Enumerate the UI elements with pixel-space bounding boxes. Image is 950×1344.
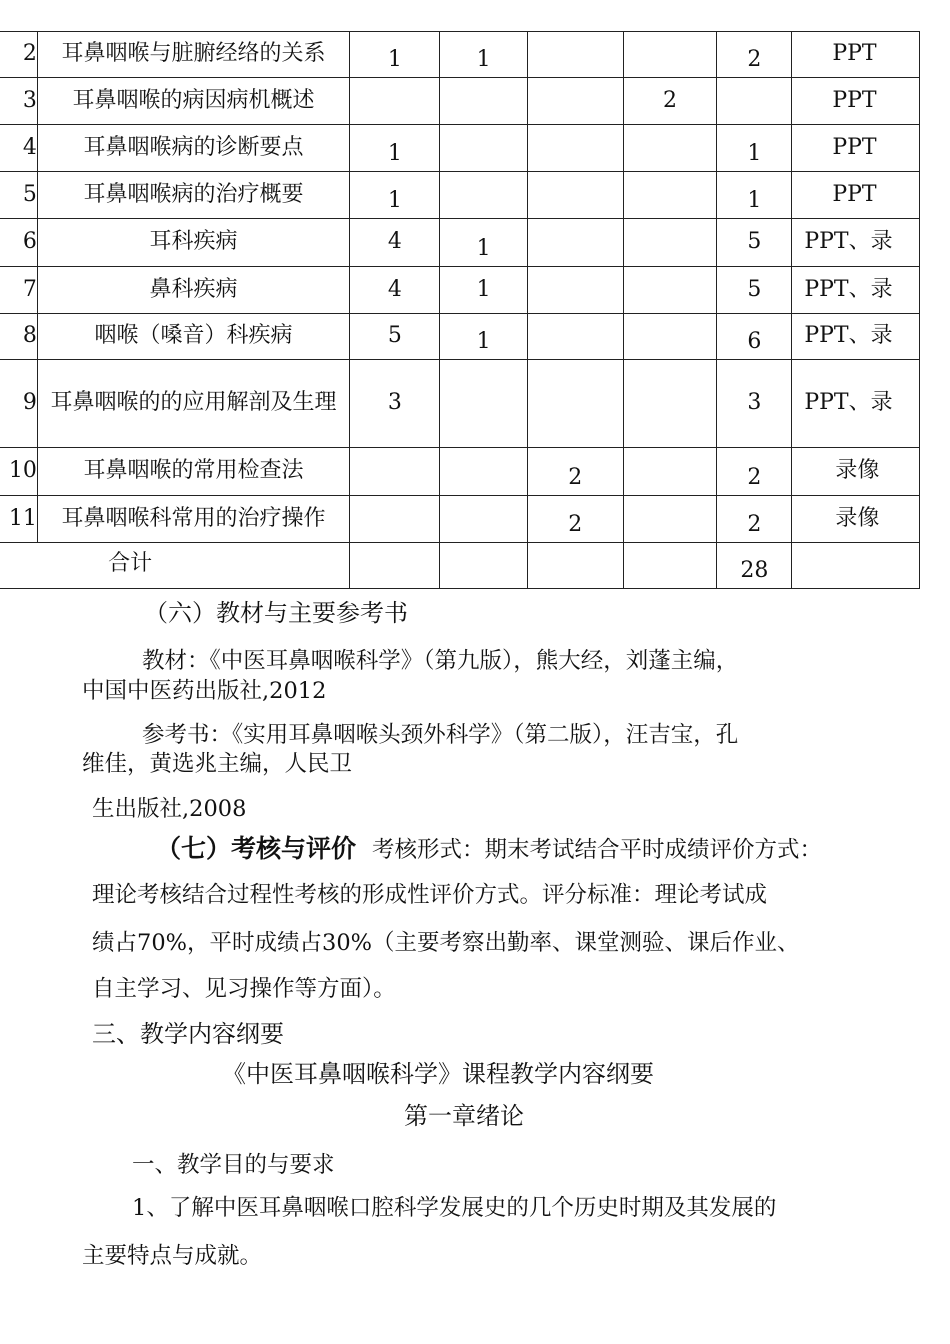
- hours-cell: [623, 219, 717, 267]
- hours-cell: [440, 360, 527, 448]
- hours-cell: 5: [350, 314, 440, 360]
- assessment-line: 自主学习、见习操作等方面）。: [92, 976, 396, 1002]
- hours-cell: [623, 267, 717, 314]
- hours-cell: [440, 78, 527, 125]
- total-hours-cell: 2: [717, 448, 792, 496]
- topic-cell: 咽喉（嗓音）科疾病: [37, 314, 349, 360]
- table-row: [0, 219, 920, 267]
- hours-cell: 1: [350, 172, 440, 219]
- total-hours-cell: 2: [717, 496, 792, 543]
- row-number-cell: 2: [0, 32, 37, 78]
- section6-heading: （六）教材与主要参考书: [144, 599, 408, 627]
- topic-cell: 耳鼻咽喉病的治疗概要: [37, 172, 349, 219]
- hours-cell: 2: [623, 78, 717, 125]
- reference-line: 维佳，黄选兆主编，人民卫: [82, 751, 353, 777]
- hours-cell: [527, 267, 623, 314]
- hours-cell: [527, 78, 623, 125]
- method-cell: PPT: [792, 32, 920, 78]
- hours-cell: [440, 172, 527, 219]
- chapter-title: 第一章绪论: [404, 1102, 524, 1130]
- hours-cell: [623, 314, 717, 360]
- total-hours-cell: 1: [717, 172, 792, 219]
- row-number-cell: 4: [0, 125, 37, 172]
- hours-cell: [350, 448, 440, 496]
- topic-cell: 鼻科疾病: [37, 267, 349, 314]
- total-label-cell: 合计: [0, 543, 350, 589]
- objectives-heading: 一、教学目的与要求: [132, 1152, 335, 1178]
- section7-heading: （七）考核与评价: [156, 834, 357, 863]
- topic-cell: 耳鼻咽喉科常用的治疗操作: [37, 496, 349, 543]
- hours-cell: [623, 448, 717, 496]
- method-cell: PPT、录: [792, 314, 920, 360]
- hours-cell: [527, 172, 623, 219]
- topic-cell: 耳鼻咽喉与脏腑经络的关系: [37, 32, 349, 78]
- table-row: [0, 314, 920, 360]
- method-cell: PPT、录: [792, 360, 920, 448]
- total-hours-cell: 6: [717, 314, 792, 360]
- total-hours-cell: [717, 78, 792, 125]
- hours-cell: 4: [350, 219, 440, 267]
- total-hours-cell: 2: [717, 32, 792, 78]
- row-number-cell: 6: [0, 219, 37, 267]
- empty-cell: [527, 543, 623, 589]
- hours-cell: [623, 360, 717, 448]
- hours-cell: [623, 172, 717, 219]
- hours-cell: [527, 219, 623, 267]
- hours-cell: 3: [350, 360, 440, 448]
- table-total-row: [0, 543, 920, 589]
- assessment-line: 绩占70%，平时成绩占30%（主要考察出勤率、课堂测验、课后作业、: [92, 930, 800, 956]
- table-row: [0, 496, 920, 543]
- hours-cell: [440, 496, 527, 543]
- reference-line: 生出版社,2008: [92, 796, 247, 822]
- topic-cell: 耳鼻咽喉的病因病机概述: [37, 78, 349, 125]
- hours-cell: 1: [440, 314, 527, 360]
- hours-cell: [623, 32, 717, 78]
- empty-cell: [440, 543, 527, 589]
- row-number-cell: 11: [0, 496, 37, 543]
- hours-cell: 4: [350, 267, 440, 314]
- hours-cell: [623, 125, 717, 172]
- method-cell: PPT: [792, 125, 920, 172]
- hours-cell: [527, 125, 623, 172]
- table-row: [0, 32, 920, 78]
- empty-cell: [350, 543, 440, 589]
- topic-cell: 耳科疾病: [37, 219, 349, 267]
- textbook-line: 中国中医药出版社,2012: [82, 678, 327, 704]
- method-cell: PPT、录: [792, 219, 920, 267]
- method-cell: PPT: [792, 172, 920, 219]
- total-hours-cell: 5: [717, 219, 792, 267]
- hours-cell: 2: [527, 496, 623, 543]
- table-row: [0, 267, 920, 314]
- table-row: [0, 78, 920, 125]
- row-number-cell: 3: [0, 78, 37, 125]
- hours-cell: 1: [440, 219, 527, 267]
- teaching-hours-table: [0, 31, 920, 589]
- hours-cell: 1: [440, 267, 527, 314]
- hours-cell: [350, 78, 440, 125]
- method-cell: PPT、录: [792, 267, 920, 314]
- topic-cell: 耳鼻咽喉病的诊断要点: [37, 125, 349, 172]
- hours-cell: 1: [350, 125, 440, 172]
- total-hours-cell: 1: [717, 125, 792, 172]
- grand-total-cell: 28: [717, 543, 792, 589]
- row-number-cell: 7: [0, 267, 37, 314]
- total-hours-cell: 3: [717, 360, 792, 448]
- hours-cell: [440, 448, 527, 496]
- table-row: [0, 448, 920, 496]
- outline-title: 《中医耳鼻咽喉科学》课程教学内容纲要: [222, 1060, 654, 1088]
- row-number-cell: 8: [0, 314, 37, 360]
- part3-heading: 三、教学内容纲要: [92, 1020, 284, 1048]
- textbook-line: 教材：《中医耳鼻咽喉科学》（第九版），熊大经，刘蓬主编，: [142, 648, 739, 674]
- row-number-cell: 10: [0, 448, 37, 496]
- objective-line: 1、了解中医耳鼻咽喉口腔科学发展史的几个历史时期及其发展的: [132, 1195, 777, 1221]
- method-cell: 录像: [792, 496, 920, 543]
- reference-line: 参考书：《实用耳鼻咽喉头颈外科学》（第二版），汪吉宝，孔: [142, 722, 739, 748]
- row-number-cell: 9: [0, 360, 37, 448]
- hours-cell: [527, 314, 623, 360]
- topic-cell: 耳鼻咽喉的的应用解剖及生理: [37, 360, 349, 448]
- row-number-cell: 5: [0, 172, 37, 219]
- topic-cell: 耳鼻咽喉的常用检查法: [37, 448, 349, 496]
- table-row: [0, 360, 920, 448]
- hours-cell: 2: [527, 448, 623, 496]
- objective-line: 主要特点与成就。: [82, 1243, 263, 1269]
- hours-cell: [527, 360, 623, 448]
- method-cell: PPT: [792, 78, 920, 125]
- table-row: [0, 125, 920, 172]
- empty-cell: [792, 543, 920, 589]
- method-cell: 录像: [792, 448, 920, 496]
- assessment-line: 考核形式：期末考试结合平时成绩评价方式：: [372, 837, 823, 863]
- hours-cell: [527, 32, 623, 78]
- empty-cell: [623, 543, 717, 589]
- hours-cell: [440, 125, 527, 172]
- table-row: [0, 172, 920, 219]
- hours-cell: 1: [440, 32, 527, 78]
- hours-cell: [350, 496, 440, 543]
- hours-cell: [623, 496, 717, 543]
- total-hours-cell: 5: [717, 267, 792, 314]
- hours-cell: 1: [350, 32, 440, 78]
- assessment-line: 理论考核结合过程性考核的形成性评价方式。评分标准：理论考试成: [92, 882, 768, 908]
